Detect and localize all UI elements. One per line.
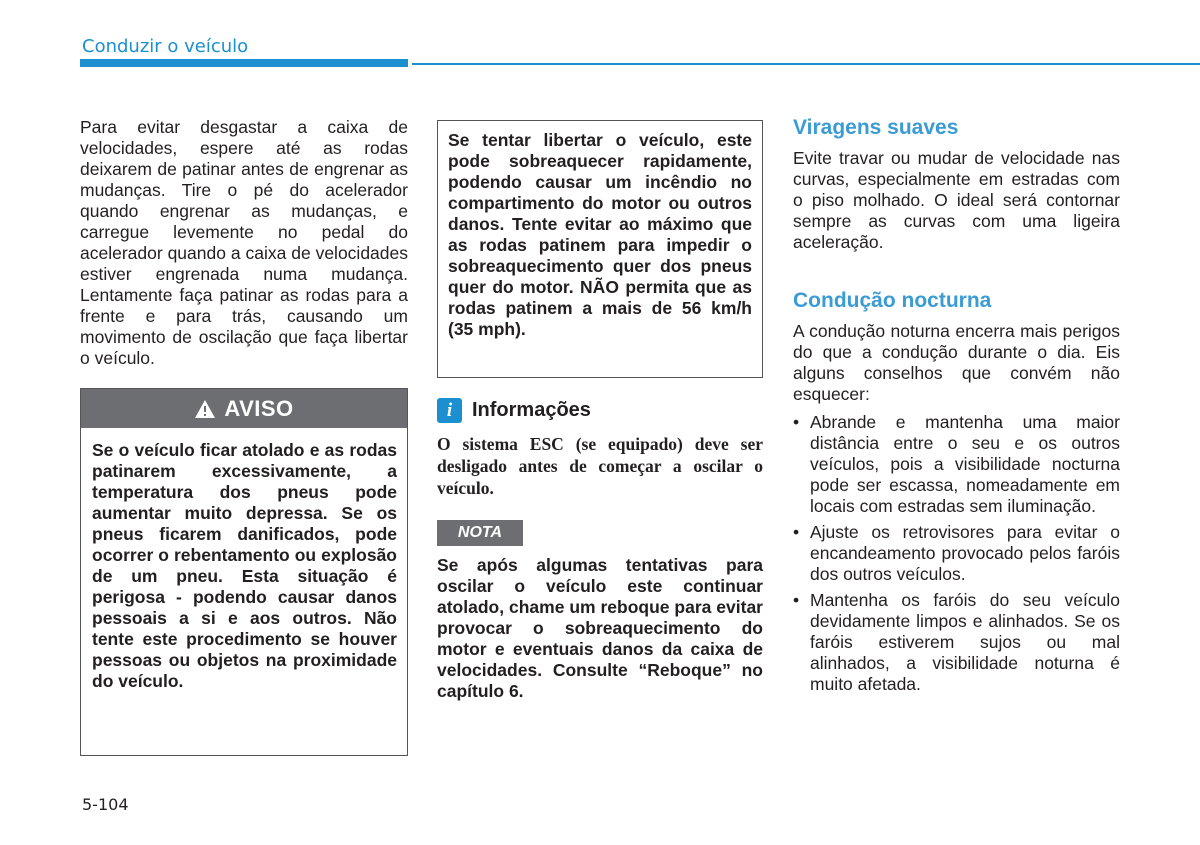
warning-header <box>81 389 407 428</box>
nocturna-bullet-list <box>793 412 1120 700</box>
intro-paragraph: Para evitar desgastar a caixa de velocidades, espere até as rodas deixarem de patinar antes de engrenar as mudanças. Tire o pé do acelerador quando engrenar as mudanças, e carregue levemente no pedal do acelerador quando a caixa de velocidades estiver engrenada numa mudança. Lentamente faça patinar as rodas para a frente e para trás, causando um movimento de oscilação que faça libertar o veículo. <box>80 117 408 368</box>
viragens-title: Viragens suaves <box>793 116 959 139</box>
caution-box <box>437 120 763 378</box>
header-rule-thick <box>80 59 408 67</box>
nocturna-intro: A condução noturna encerra mais perigos do que a condução durante o dia. Eis alguns conselhos que convém não esquecer: <box>793 321 1120 404</box>
warning-text: Se o veículo ficar atolado e as rodas patinarem excessivamente, a temperatura dos pneus pode aumentar muito depressa. Se os pneus ficarem danificados, pode ocorrer o rebentamento ou explosão de um pneu. Esta situação é perigosa - podendo causar danos pessoais a si e aos outros. Não tente este procedimento se houver pessoas ou objetos na proximidade do veículo. <box>92 440 397 691</box>
nocturna-title: Condução nocturna <box>793 289 992 312</box>
bullet-marker: • <box>793 412 800 432</box>
warning-triangle-icon <box>194 399 216 419</box>
section-title: Conduzir o veículo <box>82 36 249 57</box>
nota-badge: NOTA <box>437 520 523 546</box>
bullet-marker: • <box>793 522 800 542</box>
list-item-text: Ajuste os retrovisores para evitar o encandeamento provocado pelos faróis dos outros veículos. <box>810 522 1120 584</box>
page-number: 5-104 <box>82 795 129 814</box>
info-heading <box>437 398 591 423</box>
nota-text: Se após algumas tentativas para oscilar o veículo este continuar atolado, chame um reboque para evitar provocar o sobreaquecimento do motor e eventuais danos da caixa de velocidades. Consulte “Reboque” no capítulo 6. <box>437 555 763 701</box>
list-item <box>793 412 1120 517</box>
list-item <box>793 590 1120 695</box>
bullet-marker: • <box>793 590 800 610</box>
warning-box <box>80 388 408 756</box>
caution-text: Se tentar libertar o veículo, este pode sobreaquecer rapidamente, podendo causar um incêndio no compartimento do motor ou outros danos. Tente evitar ao máximo que as rodas patinem para impedir o sobreaquecimento quer dos pneus quer do motor. NÃO permita que as rodas patinem a mais de 56 km/h (35 mph). <box>448 130 752 339</box>
info-icon: i <box>437 398 462 423</box>
info-text: O sistema ESC (se equipado) deve ser desligado antes de começar a oscilar o veículo. <box>437 434 763 498</box>
viragens-text: Evite travar ou mudar de velocidade nas curvas, especialmente em estradas com o piso molhado. O ideal será contornar sempre as curvas com uma ligeira aceleração. <box>793 148 1120 252</box>
info-title: Informações <box>472 399 591 421</box>
list-item-text: Mantenha os faróis do seu veículo devidamente limpos e alinhados. Se os faróis estiverem sujos ou mal alinhados, a visibilidade noturna é muito afetada. <box>810 590 1120 694</box>
list-item <box>793 522 1120 585</box>
warning-title: AVISO <box>224 395 294 421</box>
header-rule-thin <box>412 63 1200 65</box>
list-item-text: Abrande e mantenha uma maior distância entre o seu e os outros veículos, pois a visibilidade nocturna pode ser escassa, nomeadamente em locais com estradas sem iluminação. <box>810 412 1120 516</box>
